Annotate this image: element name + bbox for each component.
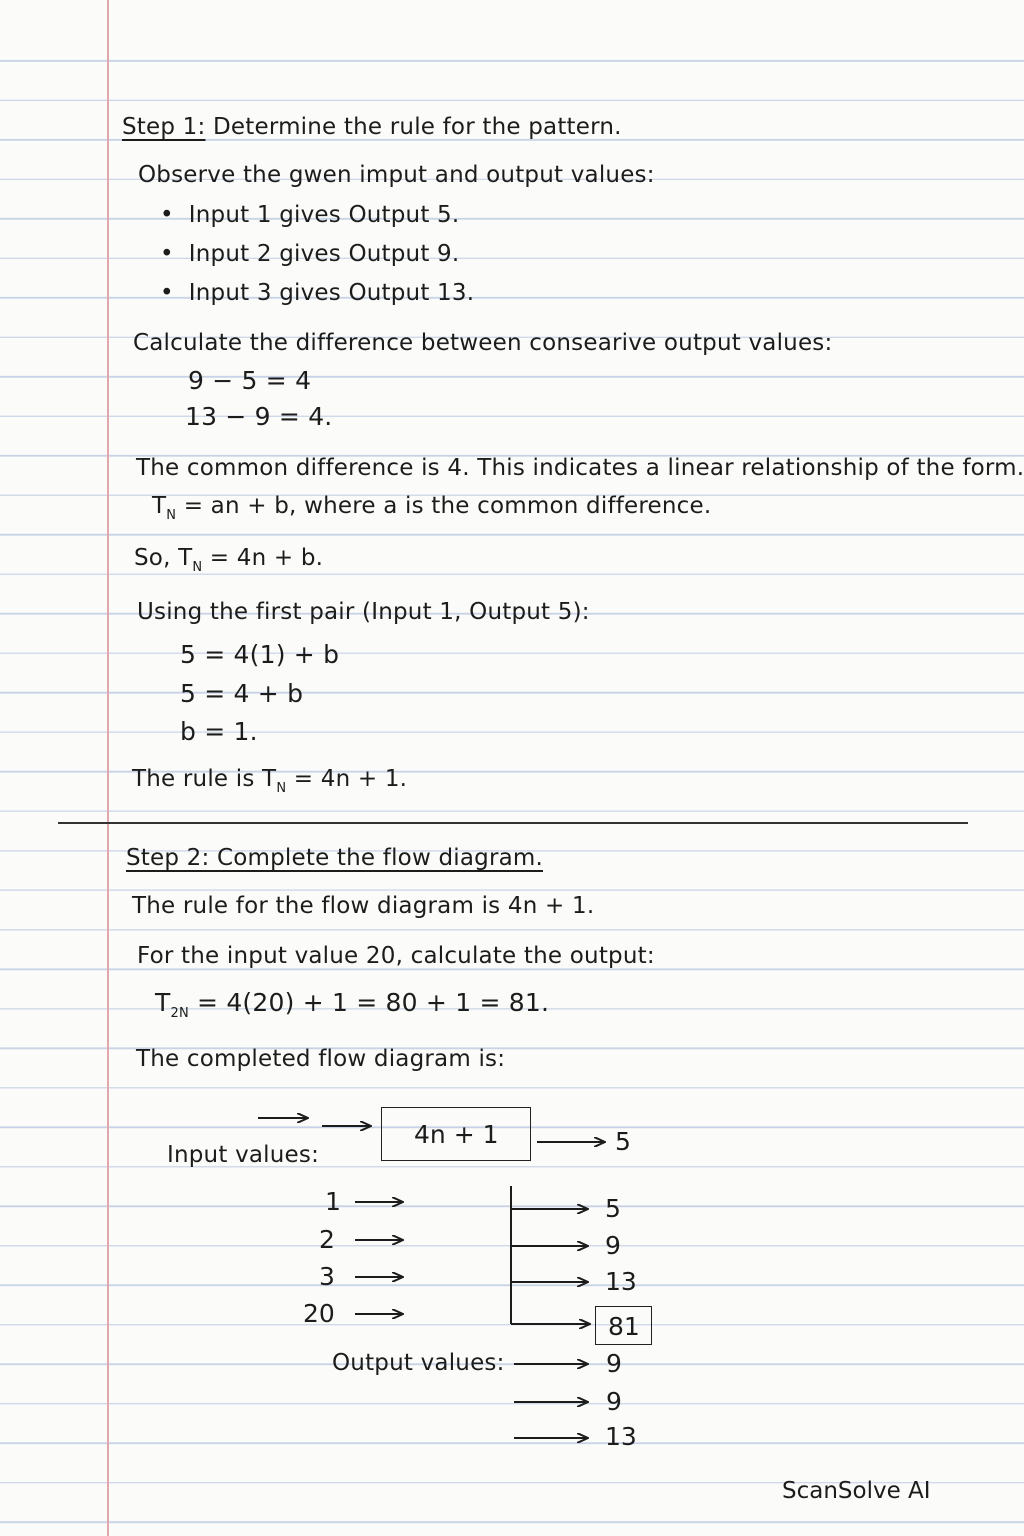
result-value: 81 [608,1312,640,1341]
term-subscript: N [192,560,203,575]
step2-heading: Step 2: Complete the flow diagram. [126,845,544,871]
term-symbol: T [152,493,167,519]
linear-form-rest: = an + b, where a is the common difference. [176,493,712,519]
function-box-output: 5 [615,1127,631,1156]
input-value: 20 [303,1299,335,1328]
using-pair-text: Using the first pair (Input 1, Output 5): [137,599,590,625]
input-values-label: Input values: [167,1142,320,1168]
bullet-item: • Input 1 gives Output 5. [160,202,460,228]
bullet-text: Input 1 gives Output 5. [188,202,460,228]
output-calc-rest: = 4(20) + 1 = 80 + 1 = 81. [188,988,550,1017]
input-value: 3 [319,1262,335,1291]
difference-equation: 9 − 5 = 4 [188,366,312,395]
so-rest: = 4n + b. [202,545,324,571]
solve-equation: 5 = 4 + b [180,679,304,708]
term-subscript: 2N [170,1006,189,1021]
scansolve-watermark: ScanSolve AI [782,1478,931,1504]
completed-diagram-text: The completed flow diagram is: [136,1046,506,1072]
difference-equation: 13 − 9 = 4. [185,402,333,431]
input-calc-text: For the input value 20, calculate the output: [137,943,655,969]
output-value: 9 [605,1231,621,1260]
solve-equation: b = 1. [180,717,258,746]
rule-prefix: The rule is T [132,766,277,792]
step1-heading-label: Step 1: [122,114,206,140]
output-value: 13 [605,1267,637,1296]
output-value: 9 [606,1349,622,1378]
term-subscript: N [166,508,177,523]
input-value: 2 [319,1225,335,1254]
observe-text: Observe the gwen imput and output values: [138,162,655,188]
output-value: 13 [605,1422,637,1451]
input-value: 1 [325,1187,341,1216]
term-subscript: N [276,781,287,796]
output-value: 5 [605,1194,621,1223]
rule-rest: = 4n + 1. [286,766,408,792]
flow-rule-text: The rule for the flow diagram is 4n + 1. [132,893,595,919]
step1-heading-text: Determine the rule for the pattern. [212,114,622,140]
bullet-item: • Input 2 gives Output 9. [160,241,460,267]
bullet-text: Input 2 gives Output 9. [188,241,460,267]
output-value: 9 [606,1387,622,1416]
solve-equation: 5 = 4(1) + b [180,640,340,669]
bullet-item: • Input 3 gives Output 13. [160,280,475,306]
so-prefix: So, T [134,545,193,571]
output-values-label: Output values: [332,1350,505,1376]
common-difference-text: The common difference is 4. This indicates a linear relationship of the form. [136,455,1024,481]
term-symbol: T [155,988,171,1017]
bullet-text: Input 3 gives Output 13. [188,280,475,306]
calc-difference-text: Calculate the difference between consearive output values: [133,330,833,356]
function-box-label: 4n + 1 [414,1120,499,1149]
